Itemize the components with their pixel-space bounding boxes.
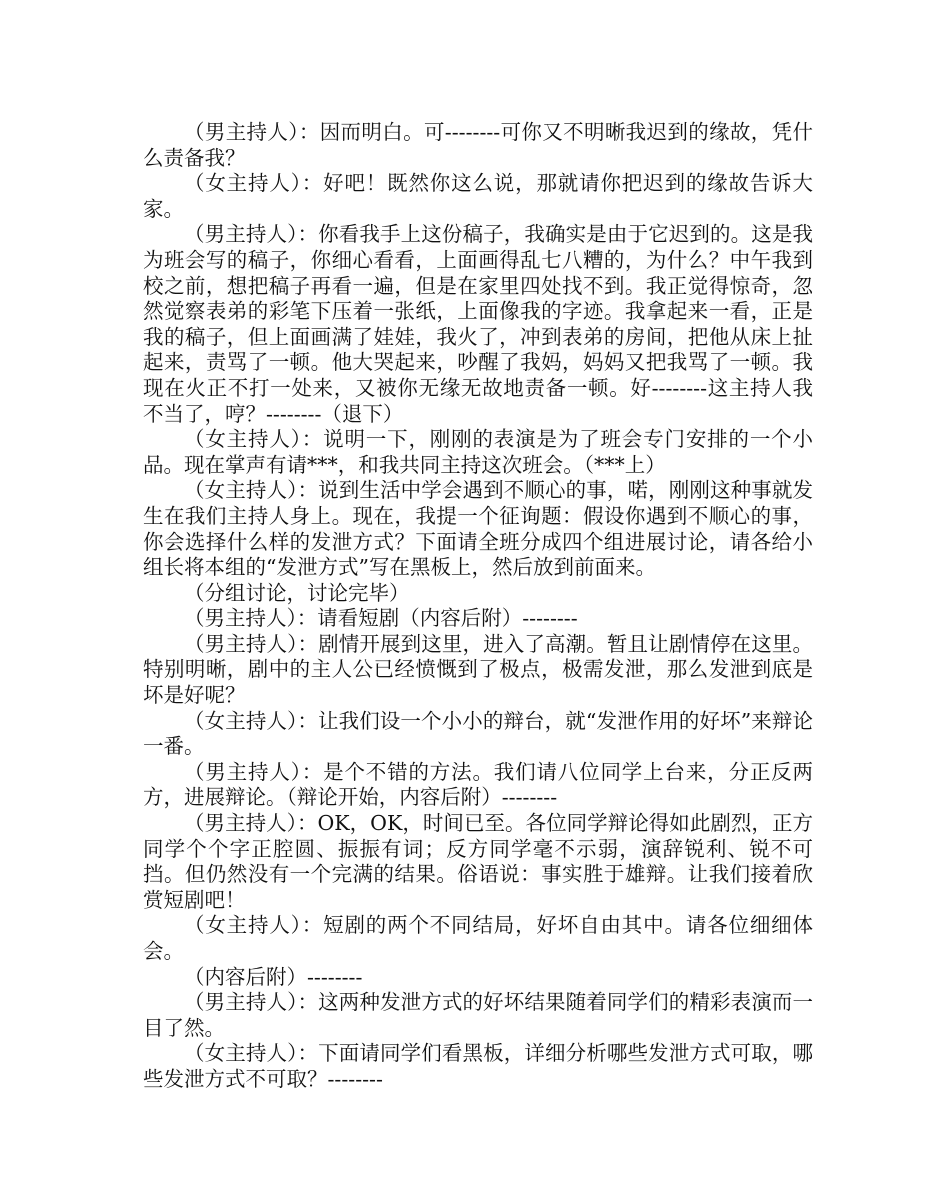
dialogue-paragraph: （女主持人）：下面请同学们看黑板，详细分析哪些发泄方式可取，哪些发泄方式不可取？-------- — [143, 1041, 813, 1091]
dialogue-paragraph: （男主持人）：这两种发泄方式的好坏结果随着同学们的精彩表演而一目了然。 — [143, 990, 813, 1040]
dialogue-paragraph: （男主持人）：因而明白。可--------可你又不明晰我迟到的缘故，凭什么责备我？ — [143, 120, 813, 170]
dialogue-paragraph: （男主持人）：你看我手上这份稿子，我确实是由于它迟到的。这是我为班会写的稿子，你细心看看，上面画得乱七八糟的，为什么？中午我到校之前，想把稿子再看一遍，但是在家里四处找不到。我正觉得惊奇，忽然觉察表弟的彩笔下压着一张纸，上面像我的字迹。我拿起来一看，正是我的稿子，但上面画满了娃娃，我火了，冲到表弟的房间，把他从床上扯起来，责骂了一顿。他大哭起来，吵醒了我妈，妈妈又把我骂了一顿。我现在火正不打一处来，又被你无缘无故地责备一顿。好--------这主持人我不当了，哼？--------（退下） — [143, 222, 813, 426]
dialogue-paragraph: （女主持人）：让我们设一个小小的辩台，就“发泄作用的好坏”来辩论一番。 — [143, 708, 813, 759]
dialogue-paragraph: （男主持人）：剧情开展到这里，进入了高潮。暂且让剧情停在这里。特别明晰，剧中的主人公已经愤慨到了极点，极需发泄，那么发泄到底是坏是好呢？ — [143, 631, 813, 708]
dialogue-paragraph: （女主持人）：好吧！既然你这么说，那就请你把迟到的缘故告诉大家。 — [143, 171, 813, 221]
dialogue-paragraph: （男主持人）：请看短剧（内容后附）-------- — [184, 606, 578, 631]
document-page — [143, 120, 813, 1093]
stage-direction: （内容后附）-------- — [184, 964, 363, 989]
dialogue-paragraph: （男主持人）：OK，OK，时间已至。各位同学辩论得如此剧烈，正方同学个个字正腔圆、振振有词；反方同学毫不示弱，演辞锐利、锐不可挡。但仍然没有一个完满的结果。俗语说：事实胜于雄辩。让我们接着欣赏短剧吧！ — [143, 811, 813, 912]
dialogue-paragraph: （女主持人）：短剧的两个不同结局，好坏自由其中。请各位细细体会。 — [143, 913, 813, 963]
dialogue-paragraph: （女主持人）：说明一下，刚刚的表演是为了班会专门安排的一个小品。现在掌声有请***，和我共同主持这次班会。（***上） — [143, 427, 813, 477]
dialogue-paragraph: （男主持人）：是个不错的方法。我们请八位同学上台来，分正反两方，进展辩论。（辩论开始，内容后附）-------- — [143, 759, 813, 810]
stage-direction: （分组讨论，讨论完毕） — [184, 580, 410, 605]
dialogue-paragraph: （女主持人）：说到生活中学会遇到不顺心的事，喏，刚刚这种事就发生在我们主持人身上。现在，我提一个征询题：假设你遇到不顺心的事，你会选择什么样的发泄方式？下面请全班分成四个组进展讨论，请各给小组长将本组的“发泄方式”写在黑板上，然后放到前面来。 — [143, 478, 813, 580]
